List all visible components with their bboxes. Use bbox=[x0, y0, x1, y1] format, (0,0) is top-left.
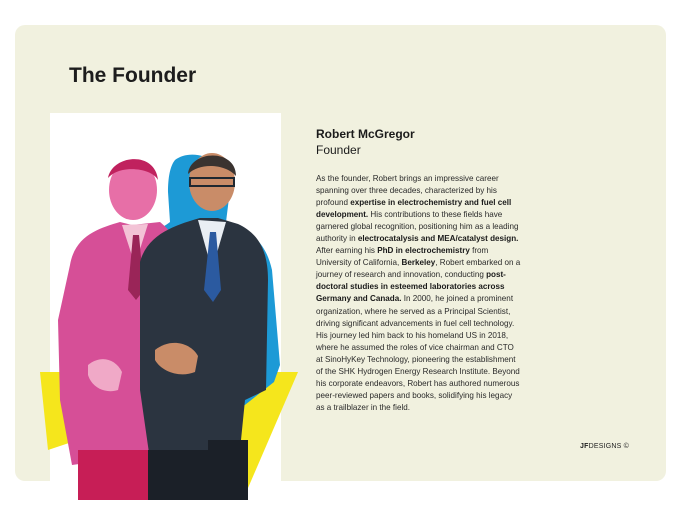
bio-text: His contributions to these fields have garnered global recognition, positioning him as a leading authority in bbox=[316, 210, 519, 244]
founder-bio bbox=[316, 173, 522, 414]
founder-role: Founder bbox=[316, 143, 361, 157]
bio-text: from University of California, bbox=[316, 246, 489, 268]
bio-highlight: expertise in electrochemistry and fuel cell development. bbox=[316, 198, 512, 220]
page-title: The Founder bbox=[69, 64, 197, 87]
bio-text: In 2000, he joined a prominent organization, where he served as a Principal Scientist, driving significant advancements in fuel cell technology. His journey led him back to his homeland US in 2018, where he assumed the roles of vice chairman and CTO at SinoHyKey Technology, pioneering the establishment of the SHK Hydrogen Energy Research Institute. Beyond his corporate endeavors, Robert has authored numerous peer-reviewed papers and books, solidifying his legacy as a trailblazer in the field. bbox=[316, 294, 520, 412]
bio-highlight: PhD in electrochemistry bbox=[377, 246, 470, 256]
founder-name: Robert McGregor bbox=[316, 127, 415, 141]
bio-text: As the founder, Robert brings an impressive career spanning over three decades, characterized by his profound bbox=[316, 174, 499, 208]
brand-prefix: JF bbox=[580, 443, 589, 450]
bio-text: , Robert embarked on a journey of research and innovation, conducting bbox=[316, 258, 521, 280]
bio-text: After earning his bbox=[316, 246, 378, 256]
brand-mark bbox=[580, 443, 629, 450]
founder-photo-illustration bbox=[40, 150, 300, 500]
bio-highlight: post-doctoral studies in esteemed laboratories across Germany and Canada. bbox=[316, 270, 506, 304]
bio-highlight: Berkeley bbox=[401, 258, 436, 268]
bio-highlight: electrocatalysis and MEA/catalyst design. bbox=[357, 234, 519, 244]
brand-suffix: DESIGNS © bbox=[588, 443, 629, 450]
